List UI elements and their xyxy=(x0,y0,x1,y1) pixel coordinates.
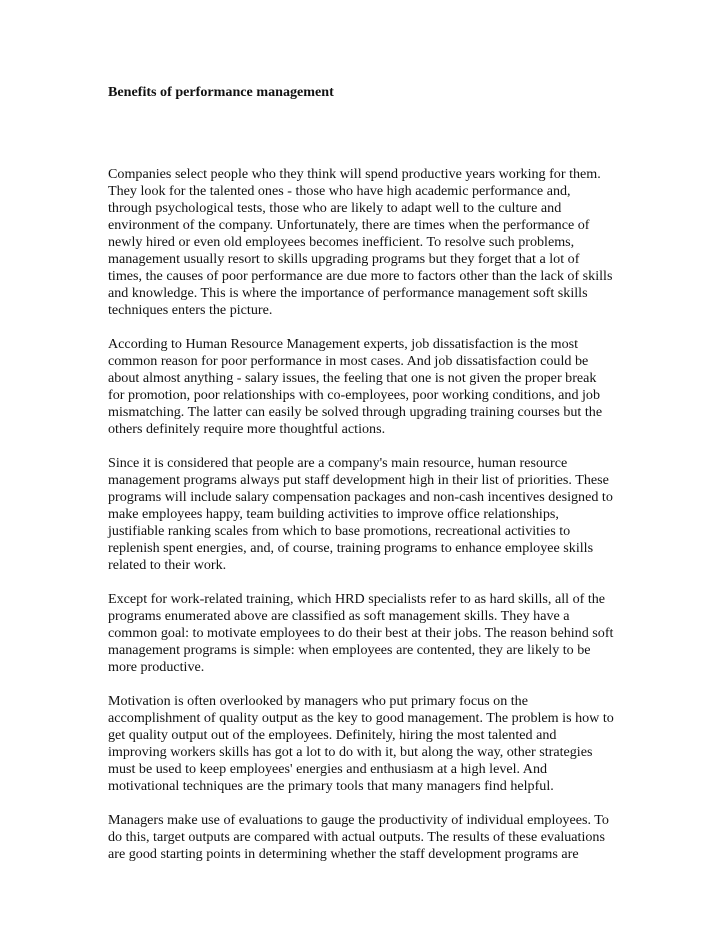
paragraph-line: Except for work-related training, which HRD specialists refer to as hard skills, all of the xyxy=(108,591,606,607)
paragraph-line: Managers make use of evaluations to gauge the productivity of individual employees. To xyxy=(108,812,609,828)
paragraph-line: make employees happy, team building activities to improve office relationships, xyxy=(108,506,559,522)
paragraph-line: mismatching. The latter can easily be solved through upgrading training courses but the xyxy=(108,404,603,420)
paragraph-line: They look for the talented ones - those who have high academic performance and, xyxy=(108,183,571,199)
paragraph-line: programs will include salary compensation packages and non-cash incentives designed to xyxy=(108,489,613,505)
paragraph-line: do this, target outputs are compared with actual outputs. The results of these evaluations xyxy=(108,829,605,845)
paragraph xyxy=(108,455,624,574)
paragraph-line: accomplishment of quality output as the key to good management. The problem is how to xyxy=(108,710,614,726)
paragraph-line: get quality output out of the employees. Definitely, hiring the most talented and xyxy=(108,727,557,743)
paragraph-line: for promotion, poor relationships with co-employees, poor working conditions, and job xyxy=(108,387,601,403)
paragraph-line: times, the causes of poor performance are due more to factors other than the lack of skills xyxy=(108,268,613,284)
paragraph-line: environment of the company. Unfortunately, there are times when the performance of xyxy=(108,217,590,233)
paragraph-line: techniques enters the picture. xyxy=(108,302,273,318)
paragraph-line: Companies select people who they think will spend productive years working for them. xyxy=(108,166,601,182)
paragraph xyxy=(108,336,624,438)
paragraph xyxy=(108,166,624,319)
paragraph-line: replenish spent energies, and, of course, training programs to enhance employee skills xyxy=(108,540,594,556)
paragraph-line: management programs is simple: when employees are contented, they are likely to be xyxy=(108,642,591,658)
paragraph-line: others definitely require more thoughtful actions. xyxy=(108,421,386,437)
document-body xyxy=(108,84,624,880)
paragraph xyxy=(108,812,624,863)
paragraph-line: through psychological tests, those who are likely to adapt well to the culture and xyxy=(108,200,562,216)
paragraph xyxy=(108,693,624,795)
paragraph xyxy=(108,591,624,676)
paragraph-line: about almost anything - salary issues, the feeling that one is not given the proper break xyxy=(108,370,597,386)
paragraph-line: justifiable ranking scales from which to base promotions, recreational activities to xyxy=(108,523,571,539)
paragraph-line: must be used to keep employees' energies and enthusiasm at a high level. And xyxy=(108,761,548,777)
paragraph-line: more productive. xyxy=(108,659,205,675)
paragraph-line: improving workers skills has got a lot to do with it, but along the way, other strategies xyxy=(108,744,593,760)
paragraph-line: management programs always put staff development high in their list of priorities. These xyxy=(108,472,609,488)
paragraph-line: and knowledge. This is where the importance of performance management soft skills xyxy=(108,285,588,301)
document-title: Benefits of performance management xyxy=(108,84,334,100)
paragraph-list xyxy=(108,166,624,863)
paragraph-line: programs enumerated above are classified as soft management skills. They have a xyxy=(108,608,570,624)
paragraph-line: motivational techniques are the primary tools that many managers find helpful. xyxy=(108,778,554,794)
paragraph-line: According to Human Resource Management experts, job dissatisfaction is the most xyxy=(108,336,579,352)
paragraph-line: are good starting points in determining whether the staff development programs are xyxy=(108,846,579,862)
paragraph-line: common goal: to motivate employees to do their best at their jobs. The reason behind soft xyxy=(108,625,614,641)
paragraph-line: Motivation is often overlooked by managers who put primary focus on the xyxy=(108,693,528,709)
paragraph-line: management usually resort to skills upgrading programs but they forget that a lot of xyxy=(108,251,580,267)
paragraph-line: related to their work. xyxy=(108,557,227,573)
paragraph-line: Since it is considered that people are a company's main resource, human resource xyxy=(108,455,568,471)
paragraph-line: newly hired or even old employees becomes inefficient. To resolve such problems, xyxy=(108,234,575,250)
paragraph-line: common reason for poor performance in most cases. And job dissatisfaction could be xyxy=(108,353,589,369)
